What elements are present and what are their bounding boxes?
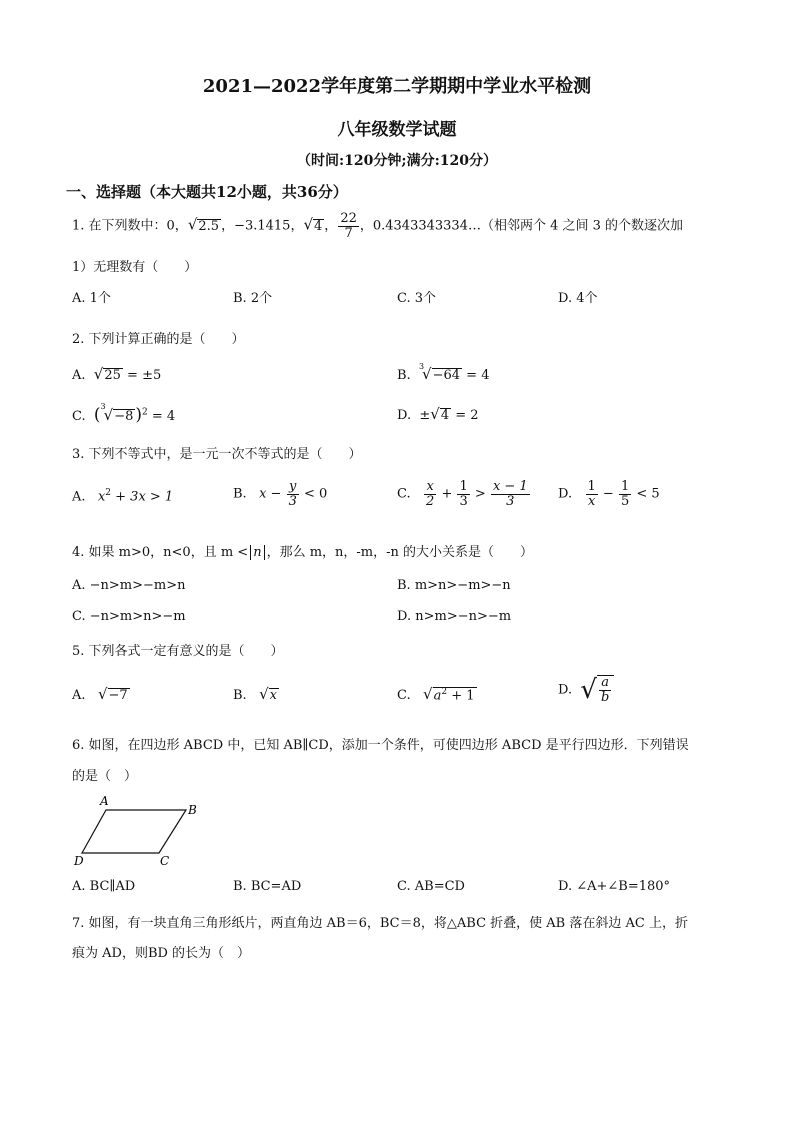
question-1-line-1: [72, 212, 683, 240]
q1-option-b: B. 2个: [233, 291, 273, 306]
exponent: 2: [105, 488, 112, 498]
exam-subtitle: 八年级数学试题: [337, 120, 457, 140]
q3-option-d: [558, 480, 660, 508]
q1-sep: ，: [324, 218, 338, 234]
exam-title: 2021—2022学年度第二学期期中学业水平检测: [202, 76, 592, 97]
question-5-stem: 5. 下列各式一定有意义的是（ ）: [72, 644, 284, 659]
q6-option-b: B. BC=AD: [233, 879, 302, 894]
option-label: A.: [72, 368, 86, 383]
operator: +: [437, 486, 457, 502]
paren-close: ): [135, 405, 142, 425]
option-label: A.: [72, 489, 86, 505]
q5-option-a: [72, 685, 130, 703]
radicand: −7: [108, 688, 128, 703]
radicand: −64: [432, 368, 461, 383]
fraction-denominator: 2: [426, 493, 435, 509]
expr: < 0: [299, 486, 328, 502]
sqrt-sign: √: [423, 685, 433, 703]
q1-option-a: A. 1个: [72, 291, 111, 306]
q2-option-b: [397, 362, 490, 383]
section-heading: 一、选择题（本大题共12小题，共36分）: [66, 183, 348, 201]
q4-option-c: C. −n>m>n>−m: [72, 609, 186, 624]
q6-option-c: C. AB=CD: [397, 879, 465, 894]
sqrt-sign: √: [422, 365, 432, 383]
q1-prefix: 1. 在下列数中：0，: [72, 218, 188, 234]
q1-radicand-1: 2.5: [198, 218, 220, 234]
rhs: = ±5: [122, 368, 162, 383]
q1-fraction: [338, 212, 359, 240]
vertex-label-c: C: [160, 854, 170, 868]
q3-option-c: [397, 480, 531, 508]
absolute-value: n: [250, 545, 264, 560]
sqrt-sign: √: [303, 215, 314, 234]
sqrt-sign: √: [430, 405, 440, 423]
fraction: [457, 480, 469, 508]
question-1-line-2: 1）无理数有（ ）: [72, 260, 198, 275]
option-label: B.: [397, 368, 411, 383]
fraction-numerator: y: [287, 480, 299, 495]
question-6-line-2: 的是（ ）: [72, 769, 138, 784]
parallelogram-figure: [72, 793, 212, 868]
fraction-denominator: 3: [288, 493, 297, 509]
q4-option-a: A. −n>m>−m>n: [72, 578, 186, 593]
q2-option-c: [72, 402, 176, 425]
exponent: 2: [142, 407, 148, 418]
q4-option-d: D. n>m>−n>−m: [397, 609, 512, 624]
question-6-line-1: 6. 如图，在四边形 ABCD 中，已知 AB∥CD，添加一个条件，可使四边形 ABCD 是平行四边形．下列错误: [72, 738, 689, 753]
q2-option-d: [397, 405, 479, 423]
fraction-numerator: a: [599, 676, 611, 691]
root-index: 3: [418, 362, 425, 371]
pm: ±: [419, 408, 431, 423]
sqrt-sign: √: [103, 406, 114, 424]
q1-number: ，−3.1415，: [221, 218, 304, 234]
q1-option-d: D. 4个: [558, 291, 598, 306]
option-label: C.: [397, 486, 411, 502]
fraction: [586, 480, 598, 508]
expr: + 3x > 1: [111, 489, 174, 505]
q5-option-c: [397, 685, 477, 703]
fraction-denominator: 5: [620, 493, 630, 509]
rhs: = 4: [147, 409, 176, 424]
root-index: 3: [100, 402, 106, 411]
fraction-numerator: 1: [459, 479, 468, 494]
radicand: [597, 675, 614, 704]
radicand: −8: [114, 409, 134, 424]
option-label: D.: [558, 682, 573, 698]
question-4-stem: [72, 541, 533, 560]
fraction-denominator: x: [587, 493, 596, 509]
fraction-numerator: 22: [340, 211, 357, 226]
option-label: C.: [397, 688, 411, 703]
q2-option-a: [72, 365, 161, 383]
fraction-denominator: 3: [459, 493, 468, 509]
radicand: 4: [440, 408, 450, 423]
vertex-label-a: A: [100, 794, 109, 808]
q1-radicand-2: 4: [314, 218, 323, 234]
q1-option-c: C. 3个: [397, 291, 437, 306]
expr: + 1: [447, 688, 475, 703]
q5-option-b: [233, 685, 279, 703]
sqrt-sign: √: [97, 685, 108, 703]
radicand: 25: [104, 368, 121, 383]
option-label: B.: [233, 486, 247, 502]
operator: −: [598, 486, 618, 502]
base: a: [433, 688, 442, 703]
fraction: [287, 480, 299, 508]
radicand: x: [269, 688, 277, 703]
sqrt-sign: √: [259, 685, 269, 703]
question-3-stem: 3. 下列不等式中，是一元一次不等式的是（ ）: [72, 447, 362, 462]
operator: >: [470, 486, 490, 502]
vertex-label-b: B: [188, 803, 197, 817]
question-7-line-1: 7. 如图，有一块直角三角形纸片，两直角边 AB＝6，BC＝8，将△ABC 折叠，使 AB 落在斜边 AC 上，折: [72, 916, 688, 931]
fraction-denominator: 3: [506, 493, 515, 509]
option-label: B.: [233, 688, 247, 703]
fraction: [599, 676, 611, 704]
q3-option-a: [72, 488, 173, 504]
q6-option-d: D. ∠A+∠B=180°: [558, 879, 671, 894]
sqrt-sign: √: [187, 215, 198, 234]
q5-option-d: [558, 675, 614, 705]
rhs: = 2: [451, 408, 479, 423]
paren-open: (: [93, 405, 101, 425]
rhs: = 4: [462, 368, 490, 383]
sqrt-sign: √: [580, 675, 597, 705]
q6-option-a: A. BC∥AD: [72, 879, 136, 894]
fraction-numerator: 1: [620, 479, 630, 494]
q4-option-b: B. m>n>−m>−n: [397, 578, 511, 593]
fraction-denominator: 7: [344, 225, 353, 241]
option-label: D.: [558, 486, 573, 502]
fraction-numerator: 1: [587, 479, 596, 494]
q1-tail: ，0.4343343334…（相邻两个 4 之间 3 的个数逐次加: [359, 218, 684, 234]
exponent: 2: [441, 686, 448, 697]
option-label: A.: [72, 688, 86, 703]
expr: < 5: [632, 486, 660, 502]
question-2-stem: 2. 下列计算正确的是（ ）: [72, 332, 245, 347]
q3-option-b: [233, 480, 327, 508]
vertex-label-d: D: [74, 854, 84, 868]
exam-meta: （时间:120分钟;满分:120分）: [297, 153, 497, 169]
fraction: [619, 480, 631, 508]
stem-part: ，那么 m，n，-m，-n 的大小关系是（ ）: [266, 545, 534, 560]
radicand: [433, 687, 477, 704]
fraction: [424, 480, 436, 508]
expr: x −: [259, 486, 286, 502]
sqrt-sign: √: [93, 365, 104, 383]
parallelogram-shape: [82, 810, 186, 853]
fraction-numerator: x − 1: [492, 479, 528, 494]
expr: x: [97, 489, 106, 505]
option-label: C.: [72, 409, 86, 424]
question-7-line-2: 痕为 AD，则BD 的长为（ ）: [72, 946, 251, 961]
stem-part: 4. 如果 m>0，n<0，且 m <: [72, 545, 249, 560]
fraction-denominator: b: [600, 690, 610, 705]
fraction-numerator: x: [424, 480, 436, 495]
fraction: [491, 480, 530, 508]
option-label: D.: [397, 408, 412, 423]
